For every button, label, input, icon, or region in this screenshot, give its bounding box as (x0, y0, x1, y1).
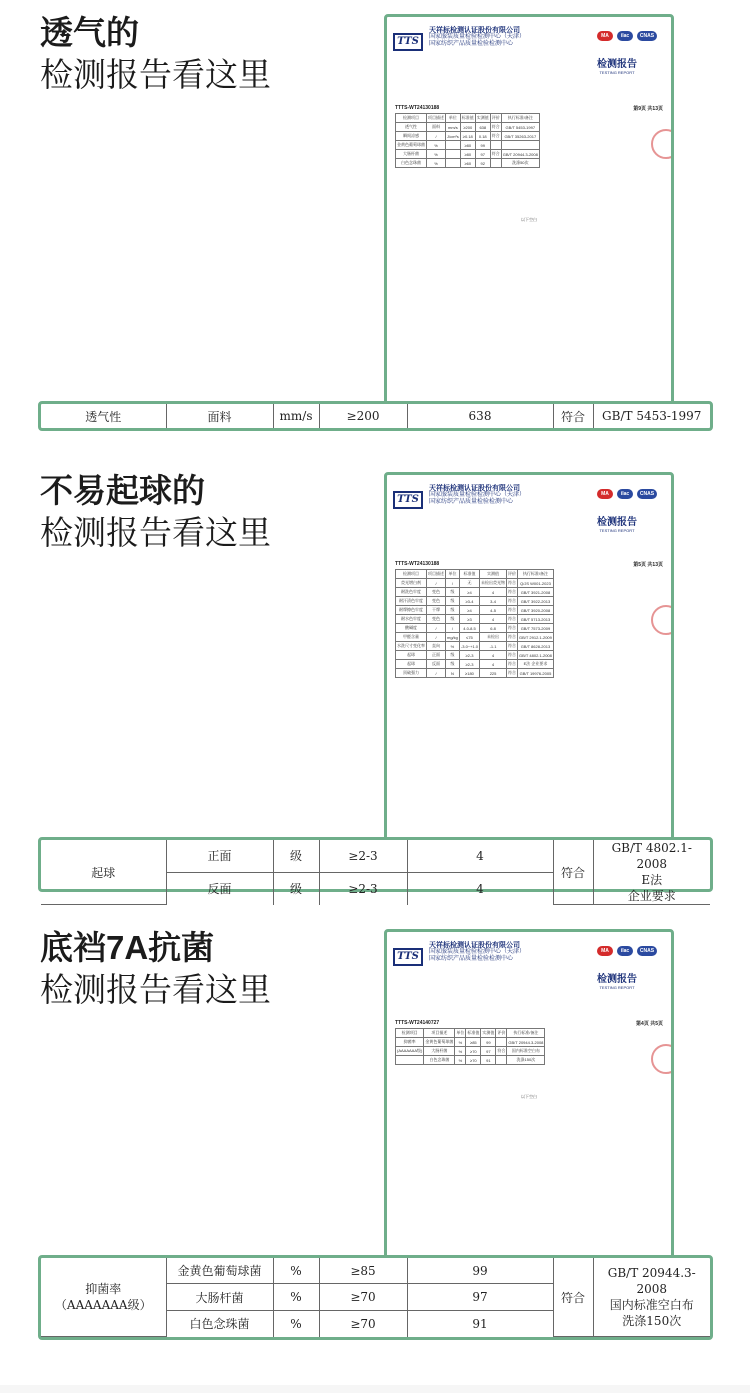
report-table-cell: ≥0.18 (460, 132, 475, 141)
report-table-row (396, 141, 540, 150)
report-table-cell: 99 (475, 141, 490, 150)
report-header (387, 475, 671, 533)
report-table-cell: 未检出 (480, 633, 507, 642)
report-table-cell: 标准值 (466, 1029, 481, 1038)
cell-unit: % (273, 1258, 319, 1284)
report-table-cell: 耐汗渍色牢度 (396, 597, 427, 606)
cell-value: 4 (407, 840, 553, 872)
heading-line-1: 底裆7A抗菌 (40, 929, 215, 966)
cnas-cert-icon: CNAS (637, 31, 657, 41)
report-table-cell: GB/T 3920-2008 (518, 606, 554, 615)
report-table-cell: / (427, 633, 446, 642)
report-table-cell: % (455, 1047, 466, 1056)
report-org-sub: 国家纺织产品质量检验检测中心 (429, 956, 514, 962)
report-table-cell: 符合 (507, 633, 518, 642)
report-table-cell: 干摩 (427, 606, 446, 615)
report-table-cell: 项目描述 (427, 570, 446, 579)
report-table-cell: 符合 (490, 132, 501, 141)
cell-unit: % (273, 1284, 319, 1311)
report-table-cell: 符合 (507, 588, 518, 597)
report-table-cell: 耐摩擦色牢度 (396, 606, 427, 615)
report-table-cell: ≥2-3 (459, 651, 479, 660)
report-table-cell: % (446, 642, 460, 651)
red-seal-stamp (651, 605, 674, 635)
report-table-cell: ≥80 (460, 141, 475, 150)
report-table-cell: GB/T 5713-2013 (518, 615, 554, 624)
report-table-row (396, 651, 554, 660)
report-table-row (396, 159, 540, 168)
report-table-cell: -1.1 (480, 642, 507, 651)
result-band-pilling (38, 837, 713, 903)
report-table-cell: % (427, 159, 446, 168)
report-table-cell: 实测值 (475, 114, 490, 123)
tts-logo: TTS (393, 948, 423, 966)
report-table-cell: 级 (446, 588, 460, 597)
report-table-cell: ≥70 (466, 1047, 481, 1056)
report-table-cell: ≥3-4 (459, 597, 479, 606)
report-table-row (396, 1047, 545, 1056)
report-table-cell: 4.0-8.5 (459, 624, 479, 633)
report-table-cell: 洗涤150次 (507, 1056, 545, 1065)
report-table-cell: 执行标准/备注 (518, 570, 554, 579)
report-title-en: TESTING REPORT (599, 70, 635, 75)
cell-value: 638 (407, 404, 553, 428)
report-end-note: 以下空白 (521, 217, 537, 222)
report-table-cell (446, 141, 461, 150)
report-table-cell: 单位 (455, 1029, 466, 1038)
report-table-cell: % (427, 150, 446, 159)
report-table-cell: 4 (480, 615, 507, 624)
section-heading-antibacterial (40, 927, 271, 1011)
tts-logo: TTS (393, 491, 423, 509)
certification-marks (597, 31, 657, 41)
cell-desc: 正面 (166, 840, 273, 872)
report-table-cell: 单位 (446, 114, 461, 123)
report-table-row (396, 669, 554, 678)
report-table-cell: ≤75 (459, 633, 479, 642)
report-table-cell (490, 141, 501, 150)
report-table-cell: 甲醛含量 (396, 633, 427, 642)
report-table-row (396, 570, 554, 579)
report-table-cell: GB/T 35263-2017 (501, 132, 539, 141)
report-table-row (396, 1029, 545, 1038)
ilac-cert-icon: ilac (617, 946, 633, 956)
report-table-cell: 项目描述 (424, 1029, 455, 1038)
heading-line-1: 不易起球的 (40, 472, 205, 509)
table-row (41, 1258, 710, 1284)
report-table-cell: 符合 (507, 642, 518, 651)
report-table-cell: 符合 (507, 597, 518, 606)
report-table-cell: 评价 (490, 114, 501, 123)
report-table-cell: 耐洗色牢度 (396, 588, 427, 597)
report-table-cell: 标准值 (460, 114, 475, 123)
report-table-cell: 金黄色葡萄球菌 (424, 1038, 455, 1047)
report-org-sub: 国家服装质量检验检测中心（天津） (429, 34, 526, 40)
cell-result: 符合 (553, 840, 593, 905)
report-table-cell: GB/T 8628-2013 (518, 642, 554, 651)
report-org-sub: 国家服装质量检验检测中心（天津） (429, 492, 526, 498)
report-table-cell: 符合 (507, 651, 518, 660)
cell-standard: ≥70 (319, 1284, 407, 1311)
report-table-cell: 变色 (427, 588, 446, 597)
report-table-cell: GB/T 2912.1-2009 (519, 634, 552, 640)
report-table-cell: 透气性 (396, 123, 427, 132)
report-table-row (396, 123, 540, 132)
report-table-row (396, 642, 554, 651)
report-table-cell: / (427, 669, 446, 678)
report-table-cell (446, 150, 461, 159)
cell-method (593, 840, 710, 905)
method-line: 企业要求 (627, 889, 676, 903)
report-table-cell: 3-4 (480, 597, 507, 606)
report-table-cell: 正面 (427, 651, 446, 660)
report-table-cell: 6.8 (480, 624, 507, 633)
report-org-sub: 国家纺织产品质量检验检测中心 (429, 499, 514, 505)
method-line: E法 (641, 873, 663, 887)
cell-unit: 级 (273, 840, 319, 872)
report-table-cell: / (446, 624, 460, 633)
report-table-cell: 面料 (427, 123, 446, 132)
method-line: GB/T 20944.3-2008 (607, 1266, 696, 1296)
report-table-cell: 执行标准/备注 (501, 114, 539, 123)
report-table-cell: 评价 (496, 1029, 507, 1038)
report-table-cell: 酸碱度 (396, 624, 427, 633)
report-mini-table (395, 113, 540, 168)
report-table-cell: 符合 (507, 606, 518, 615)
report-table-cell: ≥2-3 (459, 660, 479, 669)
cell-item (41, 1258, 166, 1337)
report-table-cell: GB/T 19976-2005 (518, 669, 554, 678)
report-table-cell: 4-5 (480, 606, 507, 615)
report-table-cell: 级 (446, 615, 460, 624)
cnas-cert-icon: CNAS (637, 489, 657, 499)
report-table-cell: 评价 (507, 570, 518, 579)
report-table-row (396, 615, 554, 624)
cell-unit: 级 (273, 872, 319, 904)
cell-desc: 大肠杆菌 (166, 1284, 273, 1311)
report-page: 第5页 共13页 (633, 562, 663, 568)
cell-method: GB/T 5453-1997 (593, 404, 710, 428)
table-row (41, 840, 710, 872)
report-mini-table (395, 1028, 545, 1065)
report-table-cell: 符合 (507, 660, 518, 669)
report-table-cell: N (446, 669, 460, 678)
report-table-cell: 国内标准空白布 (507, 1047, 545, 1056)
report-table-cell: 顶破强力 (396, 669, 427, 678)
report-table-cell: 级 (446, 660, 460, 669)
report-title-en: TESTING REPORT (599, 985, 635, 990)
report-table-cell: 变色 (427, 597, 446, 606)
report-table-cell: 大肠杆菌 (424, 1047, 455, 1056)
report-table-cell: 符合 (507, 615, 518, 624)
report-table-cell: GB/T 4802.1-2008 (519, 652, 552, 658)
cell-value: 91 (407, 1311, 553, 1337)
report-table-cell: 反面 (427, 660, 446, 669)
ilac-cert-icon: ilac (617, 31, 633, 41)
report-table-row (396, 597, 554, 606)
report-table-row (396, 1038, 545, 1047)
report-table-cell: 抑菌率 (396, 1038, 424, 1047)
report-table-cell: GB/T 7573-2009 (518, 624, 554, 633)
cell-standard: ≥200 (319, 404, 407, 428)
report-table-cell: 97 (481, 1047, 496, 1056)
report-table-cell: 单位 (446, 570, 460, 579)
report-table-row (396, 150, 540, 159)
test-report-thumbnail[interactable] (384, 472, 674, 852)
cnas-cert-icon: CNAS (637, 946, 657, 956)
report-table-cell: 检测项目 (396, 570, 427, 579)
report-table-cell: 符合 (507, 579, 518, 588)
report-page: 第9页 共13页 (633, 106, 663, 112)
result-band-antibacterial (38, 1255, 713, 1340)
cell-desc: 面料 (166, 404, 273, 428)
certification-marks (597, 946, 657, 956)
report-table-cell: 大肠杆菌 (396, 150, 427, 159)
report-table-cell: / (446, 579, 460, 588)
cell-standard: ≥70 (319, 1311, 407, 1337)
report-table-cell: / (427, 579, 446, 588)
report-table-cell: 荧光增白剂 (396, 579, 427, 588)
table-row (41, 404, 710, 428)
report-table-cell: 金黄色葡萄球菌 (396, 141, 427, 150)
cell-standard: ≥85 (319, 1258, 407, 1284)
report-table-cell: 执行标准/备注 (507, 1029, 545, 1038)
report-table-cell: 直向 (427, 642, 446, 651)
cell-item: 起球 (41, 840, 166, 905)
heading-line-2: 检测报告看这里 (40, 514, 271, 551)
cell-standard: ≥2-3 (319, 872, 407, 904)
report-table-cell: % (455, 1038, 466, 1047)
cell-desc: 反面 (166, 872, 273, 904)
cell-method (593, 1258, 710, 1337)
report-table-cell: J/cm²s (447, 133, 459, 139)
report-table-cell: 级 (446, 651, 460, 660)
report-table-cell (496, 1038, 507, 1047)
report-table-cell: % (427, 141, 446, 150)
report-table-cell (501, 141, 539, 150)
report-table-cell: 起球 (396, 660, 427, 669)
report-table-cell: 项目描述 (427, 114, 446, 123)
report-table-cell: 符合 (490, 150, 501, 159)
cell-value: 99 (407, 1258, 553, 1284)
report-table-row (396, 579, 554, 588)
report-table-cell: 无 (459, 579, 479, 588)
report-org-name: 天祥标检测认证股份有限公司 (429, 942, 520, 949)
report-end-note: 以下空白 (521, 1094, 537, 1099)
report-table-cell: 4 (480, 588, 507, 597)
report-table-cell: 未检出荧光物 (480, 579, 507, 588)
tts-logo: TTS (393, 33, 423, 51)
report-table-cell: 白色念珠菌 (424, 1056, 455, 1065)
report-table-cell (396, 1056, 424, 1065)
report-title: 检测报告 (597, 517, 637, 528)
report-org-sub: 国家纺织产品质量检验检测中心 (429, 41, 514, 47)
report-table-cell: / (427, 132, 446, 141)
report-header (387, 932, 671, 990)
report-org-sub: 国家服装质量检验检测中心（天津） (429, 949, 526, 955)
report-table-cell: ≥180 (459, 669, 479, 678)
report-table-cell: GB/T 3921-2008 (518, 588, 554, 597)
section-heading-anti-pilling (40, 470, 271, 554)
report-table-cell: ≥70 (466, 1056, 481, 1065)
cell-value: 4 (407, 872, 553, 904)
ilac-cert-icon: ilac (617, 489, 633, 499)
report-table-row (396, 1056, 545, 1065)
report-table-cell: / (427, 624, 446, 633)
report-table-cell: 变色 (427, 615, 446, 624)
report-table-cell: -3.0~+1.0 (460, 643, 479, 649)
report-table-cell: ≥80 (460, 150, 475, 159)
report-table-cell: ≥60 (460, 159, 475, 168)
report-org-name: 天祥标检测认证股份有限公司 (429, 485, 520, 492)
method-line: 国内标准空白布 (609, 1298, 694, 1312)
report-table-cell: 符合 (496, 1047, 507, 1056)
report-table-cell: ≥85 (466, 1038, 481, 1047)
report-table-cell: 638 (475, 123, 490, 132)
report-table-cell: 标准值 (459, 570, 479, 579)
report-table-row (396, 624, 554, 633)
report-table-cell: 检测项目 (396, 114, 427, 123)
report-header (387, 17, 671, 75)
cell-desc: 白色念珠菌 (166, 1311, 273, 1337)
report-table-cell: E法 企业要求 (518, 660, 554, 669)
report-table-row (396, 660, 554, 669)
report-org-name: 天祥标检测认证股份有限公司 (429, 27, 520, 34)
red-seal-stamp (651, 129, 674, 159)
heading-line-1: 透气的 (40, 14, 139, 51)
report-table-cell: ≥4 (459, 606, 479, 615)
report-table-cell: 0.18 (475, 132, 490, 141)
method-line: GB/T 4802.1-2008 (611, 841, 692, 871)
report-table-cell: mm/s (446, 123, 461, 132)
report-table-cell: GB/T 5453-1997 (501, 123, 539, 132)
report-table-cell: 洗涤50次 (501, 159, 539, 168)
ma-cert-icon: MA (597, 946, 613, 956)
report-table-cell (446, 159, 461, 168)
report-table-cell: 99 (481, 1038, 496, 1047)
cell-item: 透气性 (41, 404, 166, 428)
report-table-cell (496, 1056, 507, 1065)
test-report-thumbnail[interactable] (384, 929, 674, 1274)
cell-result: 符合 (553, 1258, 593, 1337)
report-table-cell: 耐水色牢度 (396, 615, 427, 624)
report-table-cell: 水洗尺寸变化率 (396, 642, 427, 651)
report-table-cell: ≥3 (459, 615, 479, 624)
report-table-cell: 91 (481, 1056, 496, 1065)
report-table-cell: mg/kg (447, 634, 458, 640)
red-seal-stamp (651, 1044, 674, 1074)
report-table-cell: 瞬间凉感 (396, 132, 427, 141)
report-number: TTTS-WT24140727 (395, 1020, 440, 1026)
report-title: 检测报告 (597, 59, 637, 70)
report-table-cell: 97 (475, 150, 490, 159)
report-table-cell: 实测值 (481, 1029, 496, 1038)
report-table-cell: 级 (446, 597, 460, 606)
heading-line-2: 检测报告看这里 (40, 971, 271, 1008)
report-table-cell: 起球 (396, 651, 427, 660)
report-table-cell: 符合 (507, 624, 518, 633)
report-table-row (396, 633, 554, 642)
heading-line-2: 检测报告看这里 (40, 56, 271, 93)
report-table-cell: ≥200 (460, 123, 475, 132)
report-table-cell: 白色念珠菌 (396, 159, 427, 168)
section-heading-breathable (40, 12, 271, 96)
report-table-cell: 4 (480, 651, 507, 660)
certification-marks (597, 489, 657, 499)
report-table-row (396, 588, 554, 597)
cell-value: 97 (407, 1284, 553, 1311)
cell-standard: ≥2-3 (319, 840, 407, 872)
report-number: TTTS-WT24130188 (395, 561, 440, 567)
report-table-cell: GB/T 3922-2013 (518, 597, 554, 606)
report-table-cell: 225 (480, 669, 507, 678)
report-table-cell (490, 159, 501, 168)
report-table-cell: Q/JS W001-2023 (518, 579, 554, 588)
report-table-cell: (AAAAAAA级) (396, 1047, 424, 1056)
report-number: TTTS-WT24130188 (395, 105, 440, 111)
report-table-cell: 级 (446, 606, 460, 615)
report-table-cell: 符合 (490, 123, 501, 132)
report-table-cell: ≥4 (459, 588, 479, 597)
cell-result: 符合 (553, 404, 593, 428)
ma-cert-icon: MA (597, 31, 613, 41)
result-band-breathability (38, 401, 713, 431)
report-table-row (396, 606, 554, 615)
report-page: 第4页 共5页 (636, 1021, 663, 1027)
report-table-row (396, 132, 540, 141)
report-table-row (396, 114, 540, 123)
report-table-cell: 实测值 (480, 570, 507, 579)
report-table-cell: GB/T 20944.3-2008 (508, 1039, 544, 1045)
report-table-cell: 符合 (507, 669, 518, 678)
ma-cert-icon: MA (597, 489, 613, 499)
report-table-cell: 92 (475, 159, 490, 168)
item-line: 抑菌率 (85, 1282, 122, 1296)
method-line: 洗涤150次 (622, 1314, 682, 1328)
report-mini-table (395, 569, 554, 678)
item-line: （AAAAAAA级） (54, 1298, 152, 1312)
report-table-cell: % (455, 1056, 466, 1065)
report-table-cell: GB/T 20944.3-2008 (502, 151, 538, 157)
report-title-en: TESTING REPORT (599, 528, 635, 533)
test-report-thumbnail[interactable] (384, 14, 674, 406)
cell-unit: mm/s (273, 404, 319, 428)
report-table-cell: 检测项目 (396, 1029, 424, 1038)
cell-unit: % (273, 1311, 319, 1337)
report-title: 检测报告 (597, 974, 637, 985)
report-table-cell: 4 (480, 660, 507, 669)
cell-desc: 金黄色葡萄球菌 (166, 1258, 273, 1284)
